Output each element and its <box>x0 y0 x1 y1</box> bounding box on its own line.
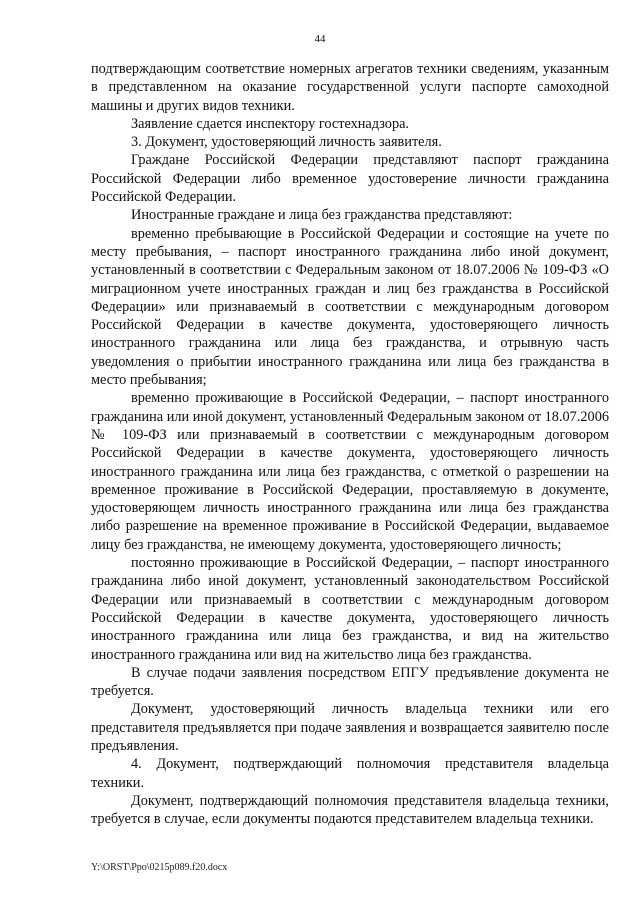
paragraph-12: Документ, подтверждающий полномочия представителя владельца техники, требуется в случае, если документы подаются представителем владельца техники. <box>91 792 609 828</box>
paragraph-9: В случае подачи заявления посредством ЕПГУ предъявление документа не требуется. <box>91 664 609 700</box>
paragraph-8: постоянно проживающие в Российской Федерации, – паспорт иностранного гражданина либо иной документ, установленный законодательством Российской Федерации или признаваемый в соответствии с международным договором Российской Федерации в качестве документа, удостоверяющего личность иностранного гражданина или лица без гражданства, и вид на жительство иностранного гражданина или вид на жительство лица без гражданства. <box>91 555 609 663</box>
paragraph-4: Граждане Российской Федерации представляют паспорт гражданина Российской Федерации либо временное удостоверение личности гражданина Российской Федерации. <box>91 152 609 206</box>
paragraph-3: 3. Документ, удостоверяющий личность заявителя. <box>131 134 442 151</box>
paragraph-6: временно пребывающие в Российской Федерации и состоящие на учете по месту пребывания, – паспорт иностранного гражданина либо иной документ, установленный в соответствии с Федеральным законом от 18.07.2006 № 109-ФЗ «О миграционном учете иностранных граждан и лиц без гражданства в Российской Федерации» или признаваемый в соответствии с международным договором Российской Федерации в качестве документа, удостоверяющего личность иностранного гражданина или лица без гражданства, и отрывную часть уведомления о прибытии иностранного гражданина или лица без гражданства в место пребывания; <box>91 225 609 389</box>
file-path-footer: Y:\ORST\Ppo\0215p089.f20.docx <box>91 862 228 873</box>
paragraph-10: Документ, удостоверяющий личность владельца техники или его представителя предъявляется при подаче заявления и возвращается заявителю после предъявления. <box>91 701 609 754</box>
page-number: 44 <box>314 33 326 45</box>
paragraph-7: временно проживающие в Российской Федерации, – паспорт иностранного гражданина или иной документ, установленный Федеральным законом от 18.07.2006 № 109-ФЗ или признаваемый в соответствии с международным договором Российской Федерации в качестве документа, удостоверяющего личность иностранного гражданина или лица без гражданства, с отметкой о разрешении на временное проживание в Российской Федерации, проставляемую в документе, удостоверяющем личность иностранного гражданина или лица без гражданства либо разрешение на временное проживание в Российской Федерации, выдаваемое лицу без гражданства, не имеющему документа, удостоверяющего личность; <box>91 390 609 553</box>
paragraph-2: Заявление сдается инспектору гостехнадзора. <box>131 115 410 132</box>
paragraph-5: Иностранные граждане и лица без гражданства представляют: <box>131 207 513 224</box>
paragraph-1: подтверждающим соответствие номерных агрегатов техники сведениям, указанным в представленном на оказание государственной услуги паспорте самоходной машины и других видов техники. <box>91 61 609 114</box>
paragraph-11: 4. Документ, подтверждающий полномочия представителя владельца техники. <box>91 756 609 791</box>
document-body <box>91 60 609 828</box>
